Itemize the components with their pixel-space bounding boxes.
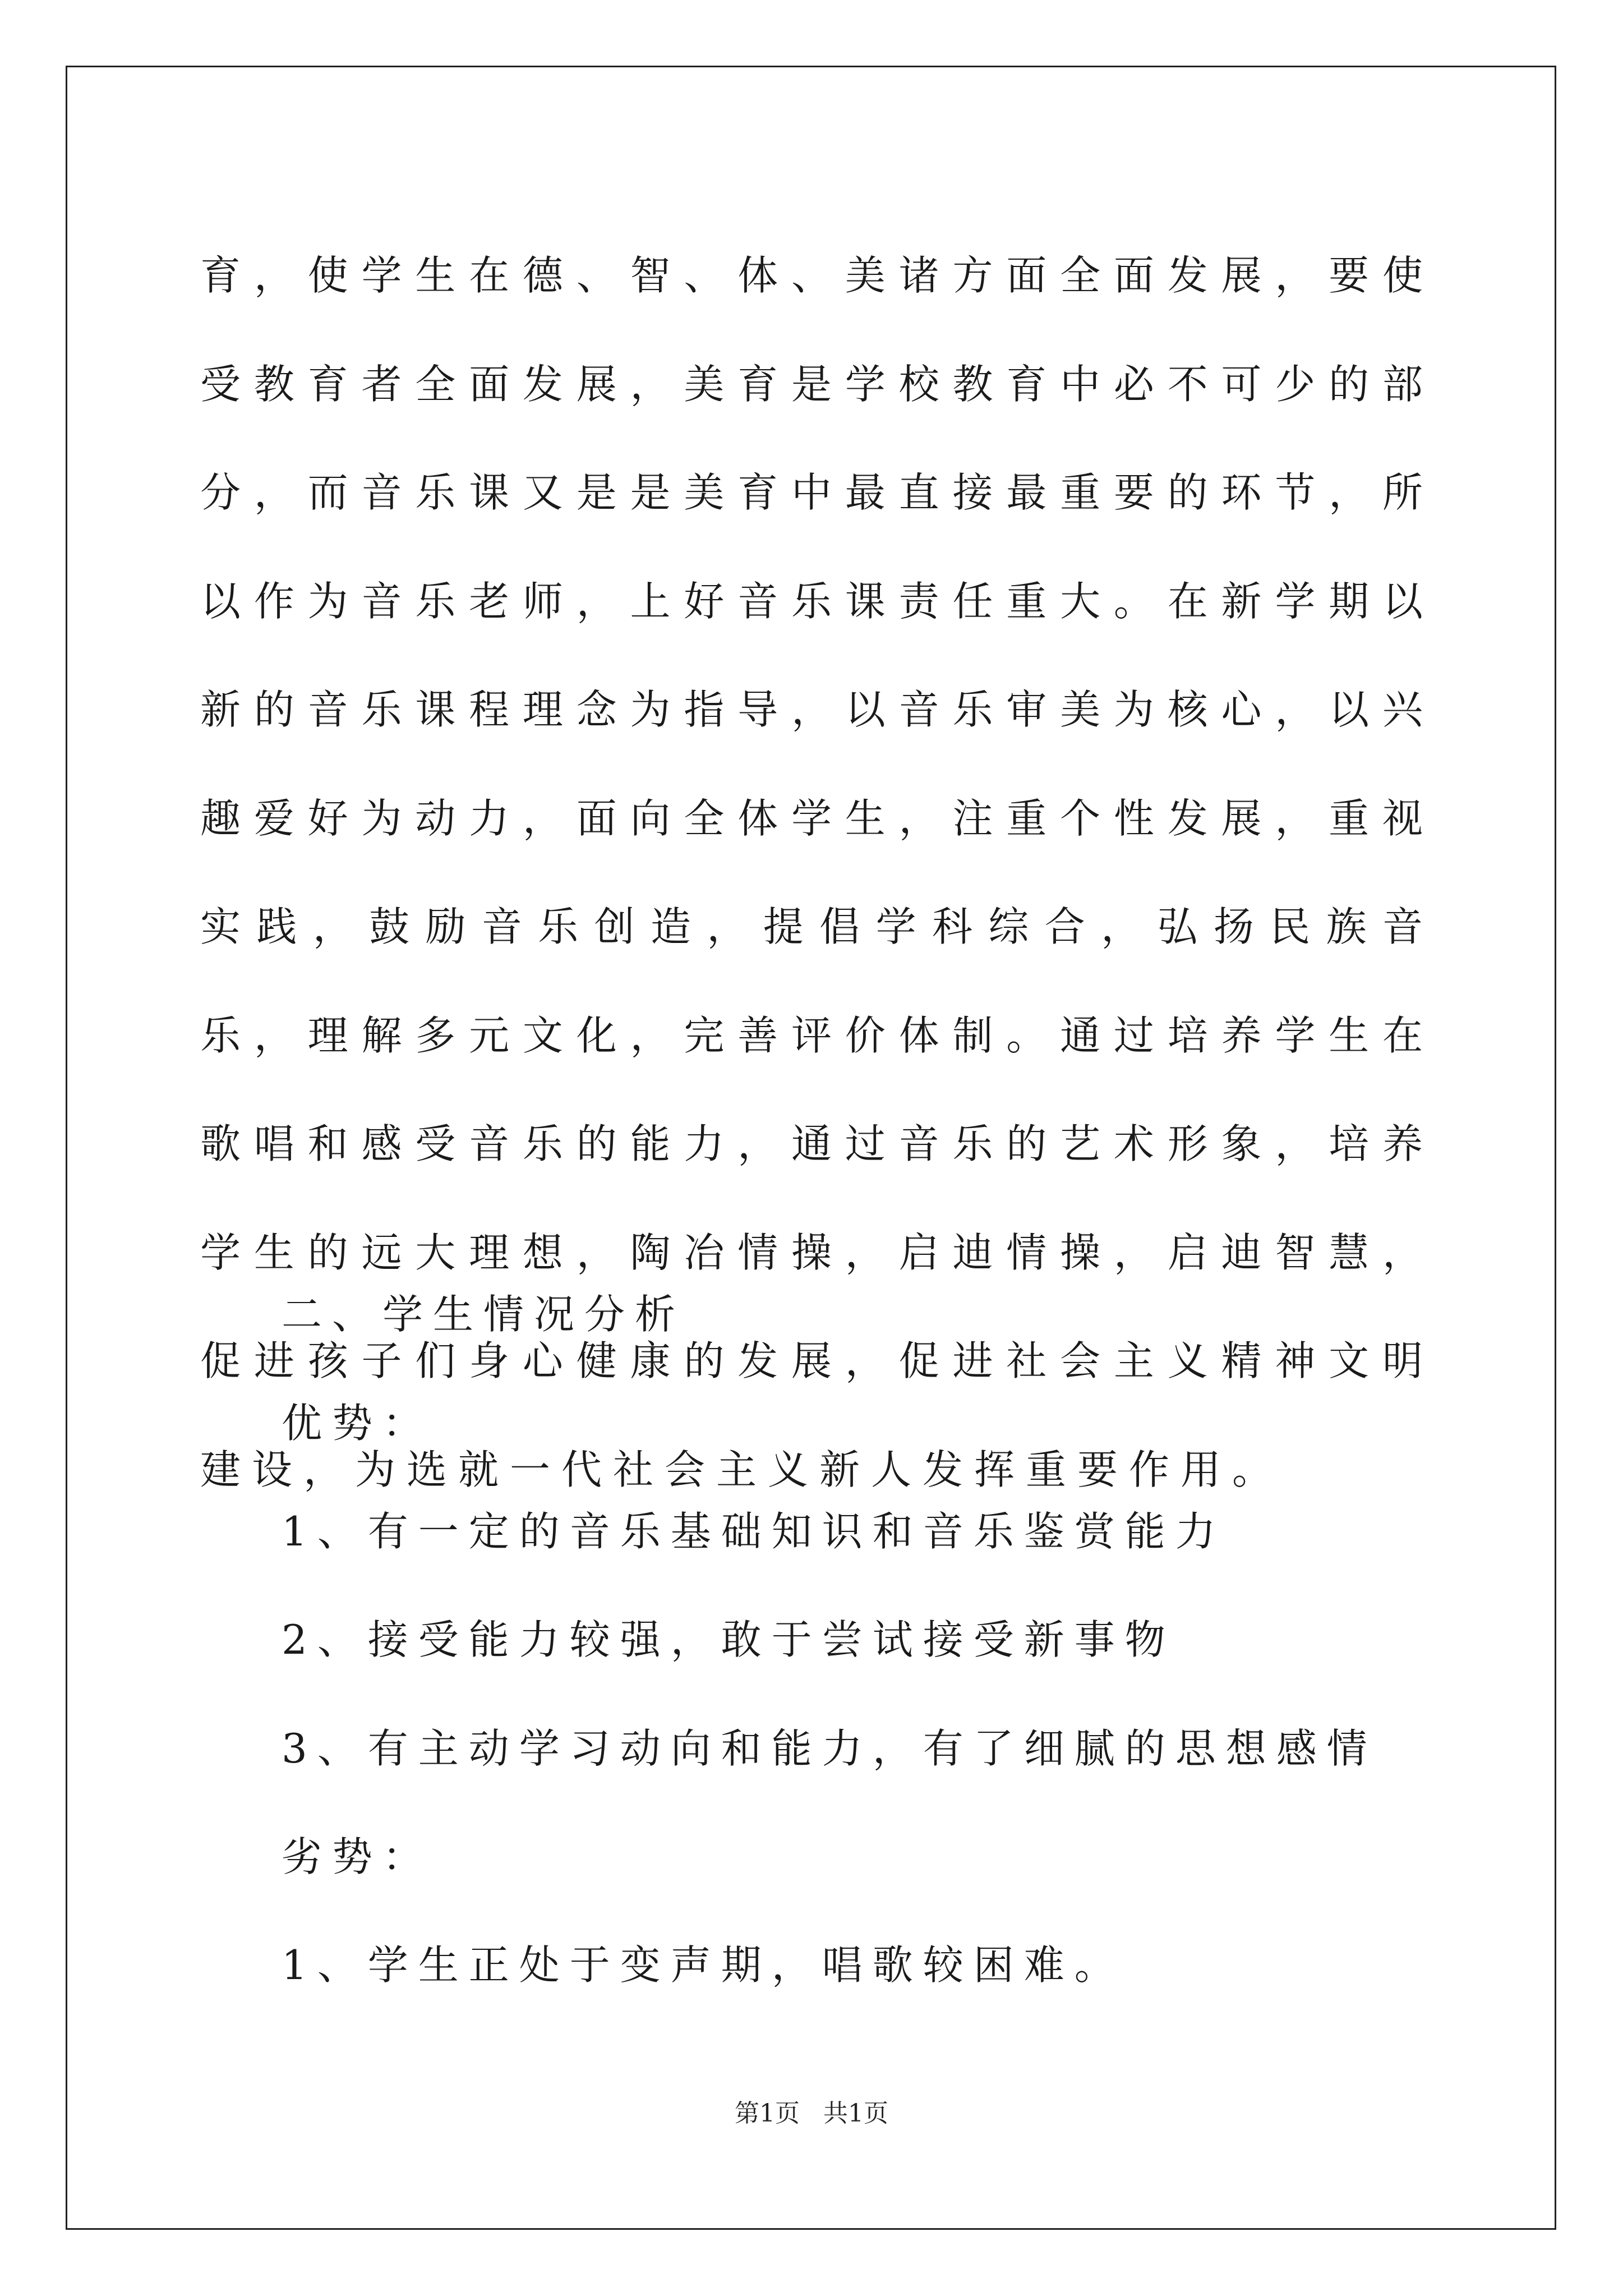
section-heading: 二、学生情况分析 (282, 1291, 686, 1338)
advantage-item: 1、有一定的音乐基础知识和音乐鉴赏能力 (282, 1508, 1226, 1555)
disadvantages-label: 劣势： (282, 1833, 434, 1880)
advantages-label: 优势： (282, 1400, 434, 1447)
advantage-item: 3、有主动学习动向和能力，有了细腻的思想感情 (282, 1725, 1377, 1772)
body-paragraph: 育，使学生在德、智、体、美诸方面全面发展，要使受教育者全面发展，美育是学校教育中必不可少的部分，而音乐课又是是美育中最直接最重要的环节，所以作为音乐老师，上好音乐课责任重大。在新学期以新的音乐课程理念为指导，以音乐审美为核心，以兴趣爱好为动力，面向全体学生，注重个性发展，重视实践，鼓励音乐创造，提倡学科综合，弘扬民族音乐，理解多元文化，完善评价体制。通过培养学生在歌唱和感受音乐的能力，通过音乐的艺术形象，培养学生的远大理想，陶冶情操，启迪情操，启迪智慧，促进孩子们身心健康的发展，促进社会主义精神文明建设，为选就一代社会主义新人发挥重要作用。 (200, 252, 1434, 1493)
advantage-item: 2、接受能力较强，敢于尝试接受新事物 (282, 1616, 1175, 1663)
disadvantage-item: 1、学生正处于变声期，唱歌较困难。 (282, 1941, 1125, 1989)
page-number-footer: 第1页 共1页 (735, 2099, 888, 2128)
